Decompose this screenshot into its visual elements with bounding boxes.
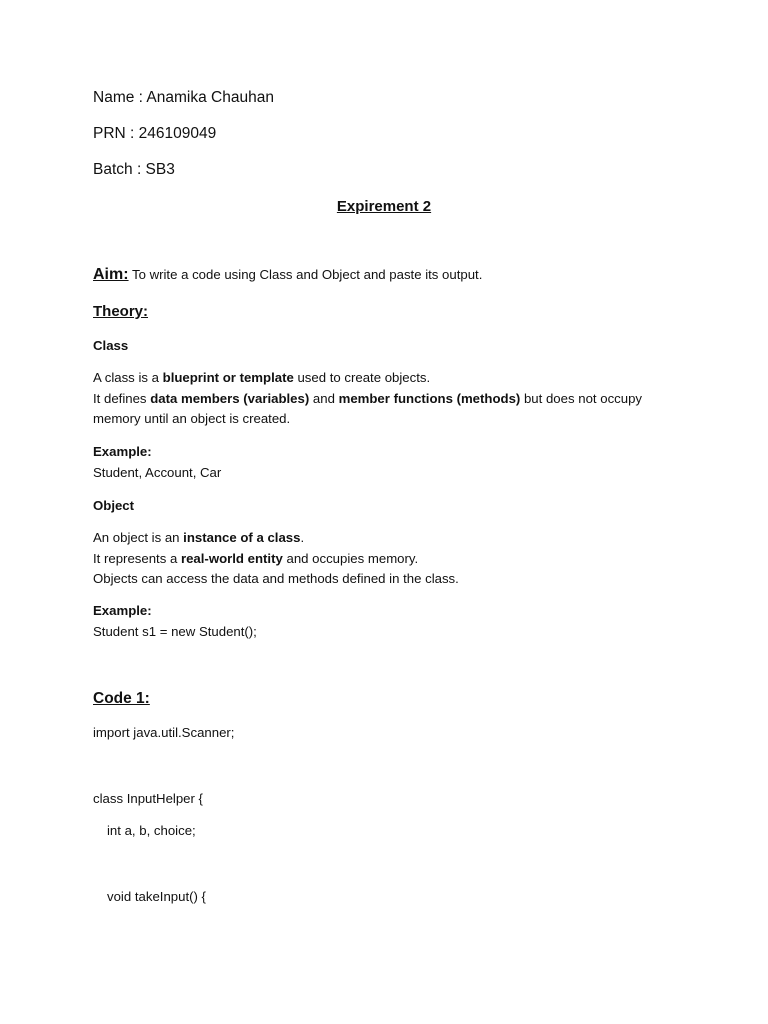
aim-line xyxy=(93,266,482,284)
code-line: class InputHelper { xyxy=(93,791,203,806)
class-description xyxy=(93,368,693,430)
object-heading: Object xyxy=(93,498,135,513)
object-description xyxy=(93,528,693,590)
class-line-2: It defines data members (variables) and member functions (methods) but does not occupy memory until an object is created. xyxy=(93,390,643,426)
code-line: void takeInput() { xyxy=(107,889,206,904)
object-example-text: Student s1 = new Student(); xyxy=(93,623,257,639)
object-example xyxy=(93,601,693,642)
class-line-1: A class is a blueprint or template used to create objects. xyxy=(93,370,431,385)
object-line-3: Objects can access the data and methods defined in the class. xyxy=(93,571,459,586)
class-example-label: Example: xyxy=(93,444,152,459)
aim-label: Aim: xyxy=(93,266,129,283)
experiment-title: Expirement 2 xyxy=(336,198,432,215)
aim-text: To write a code using Class and Object and paste its output. xyxy=(128,267,483,282)
theory-heading: Theory: xyxy=(93,303,149,320)
class-example xyxy=(93,442,693,483)
student-prn: PRN : 246109049 xyxy=(93,125,217,142)
class-example-text: Student, Account, Car xyxy=(93,464,222,480)
object-line-1: An object is an instance of a class. xyxy=(93,530,305,545)
student-batch: Batch : SB3 xyxy=(93,161,175,178)
code-heading: Code 1: xyxy=(93,690,150,707)
object-line-2: It represents a real-world entity and occupies memory. xyxy=(93,550,419,566)
student-name: Name : Anamika Chauhan xyxy=(93,89,274,106)
code-line: int a, b, choice; xyxy=(107,823,196,838)
class-heading: Class xyxy=(93,338,129,353)
code-line: import java.util.Scanner; xyxy=(93,725,235,740)
object-example-label: Example: xyxy=(93,603,152,618)
